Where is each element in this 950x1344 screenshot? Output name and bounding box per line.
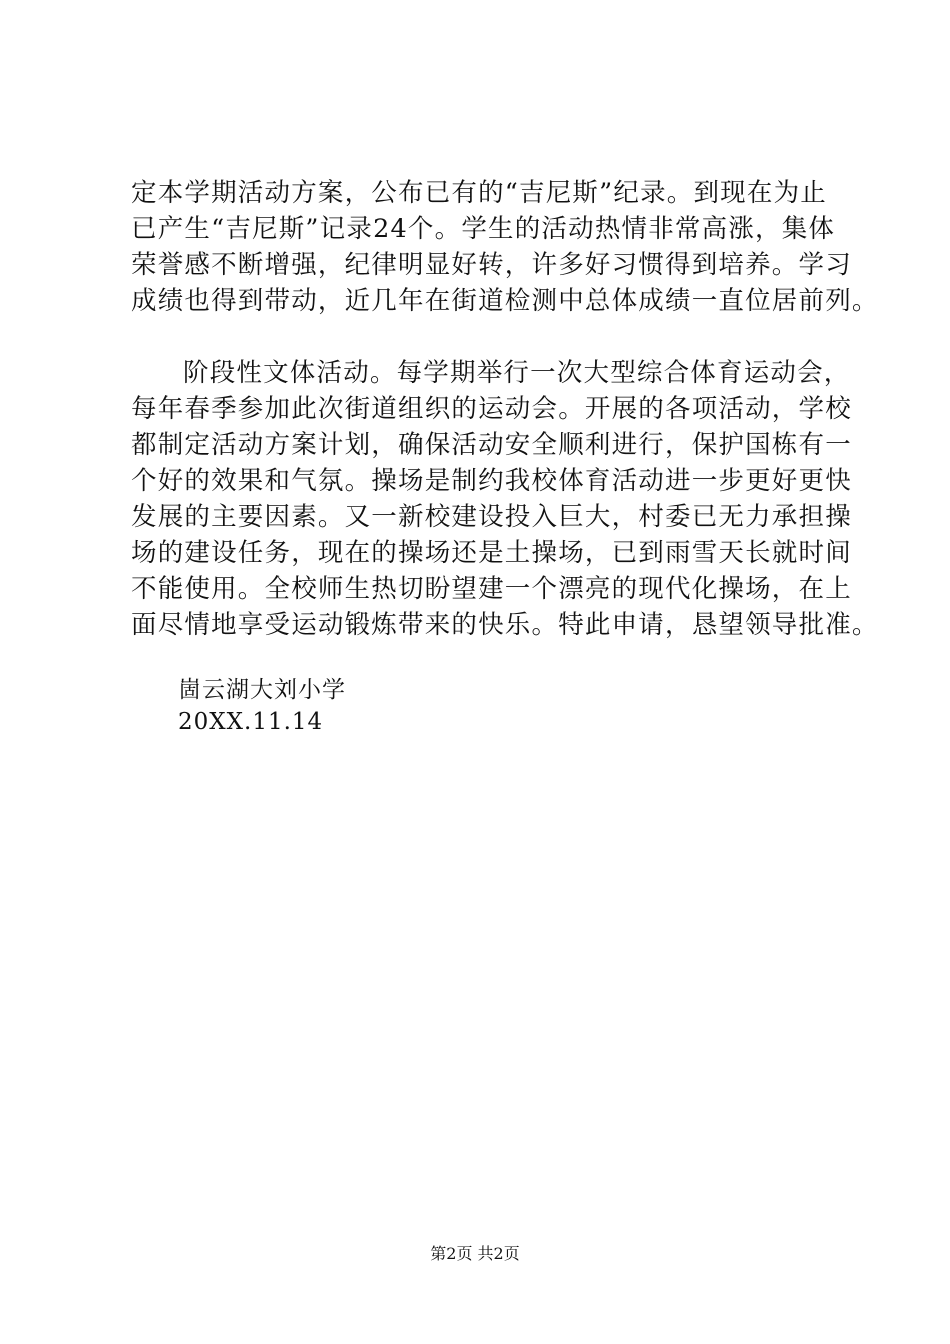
paragraph-2-line: 每年春季参加此次街道组织的运动会。开展的各项活动，学校 [131,394,852,424]
paragraph-1-line: 定本学期活动方案，公布已有的“吉尼斯”纪录。到现在为止 [131,178,827,208]
signature-date: 20XX.11.14 [178,709,324,735]
paragraph-2-line: 发展的主要因素。又一新校建设投入巨大，村委已无力承担操 [131,502,852,532]
paragraph-1-line: 已产生“吉尼斯”记录24个。学生的活动热情非常高涨，集体 [131,214,836,244]
paragraph-2-line: 都制定活动方案计划，确保活动安全顺利进行，保护国栋有一 [131,430,852,460]
paragraph-1-line: 成绩也得到带动，近几年在街道检测中总体成绩一直位居前列。 [131,286,879,316]
paragraph-2-line: 不能使用。全校师生热切盼望建一个漂亮的现代化操场，在上 [131,574,852,604]
paragraph-2-line: 面尽情地享受运动锻炼带来的快乐。特此申请，恳望领导批准。 [131,610,879,640]
paragraph-2-line: 阶段性文体活动。每学期举行一次大型综合体育运动会， [183,358,851,388]
signature-school: 崮云湖大刘小学 [178,677,346,703]
paragraph-1-line: 荣誉感不断增强，纪律明显好转，许多好习惯得到培养。学习 [131,250,852,280]
paragraph-2-line: 场的建设任务，现在的操场还是土操场，已到雨雪天长就时间 [131,538,852,568]
paragraph-2-line: 个好的效果和气氛。操场是制约我校体育活动进一步更好更快 [131,466,852,496]
page-footer: 第2页 共2页 [430,1244,520,1263]
